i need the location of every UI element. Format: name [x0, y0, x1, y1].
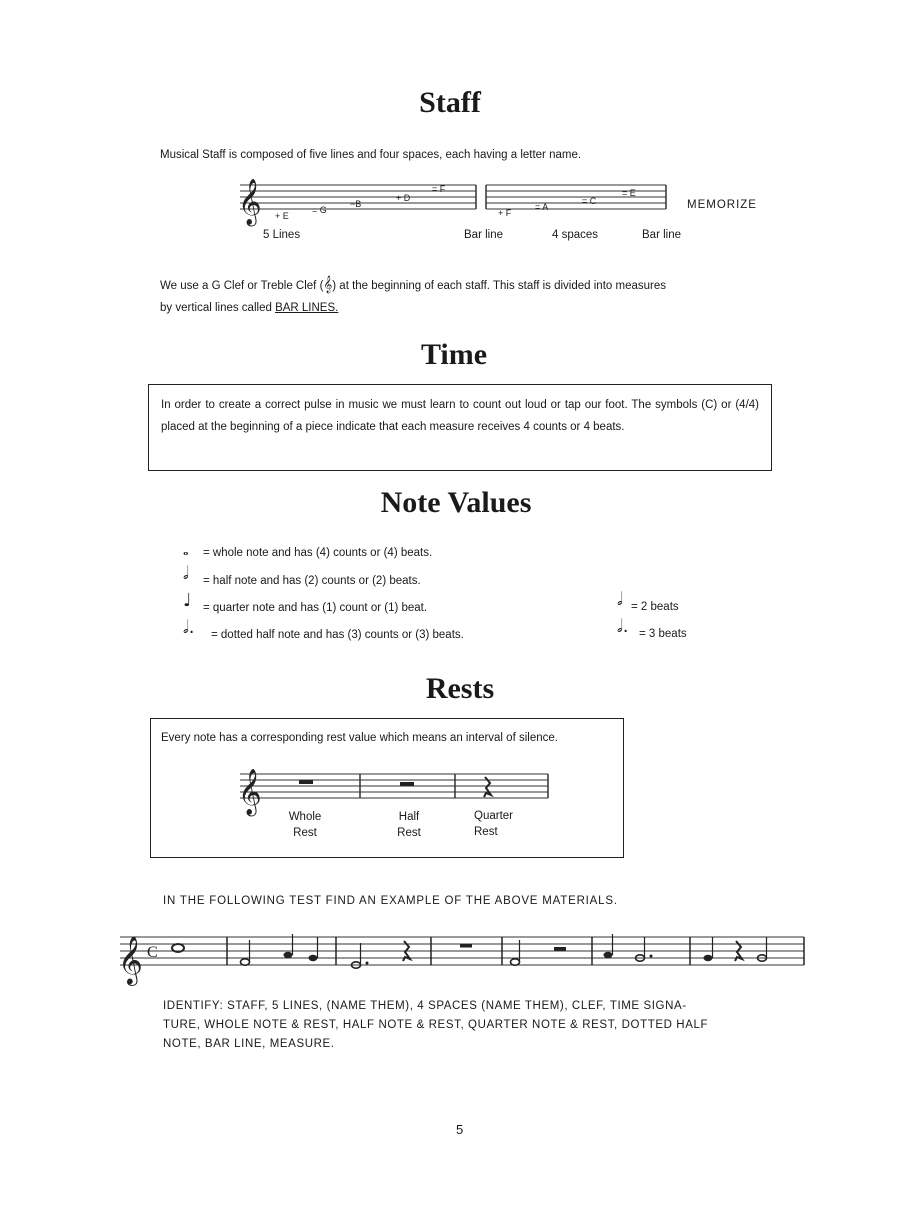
whole-note-text: = whole note and has (4) counts or (4) beats.	[203, 547, 433, 559]
rests-staff	[0, 768, 900, 828]
identify-line-3: NOTE, BAR LINE, MEASURE.	[163, 1038, 335, 1050]
memorize-label: MEMORIZE	[687, 199, 757, 211]
identify-line-1: IDENTIFY: STAFF, 5 LINES, (NAME THEM), 4 SPACES (NAME THEM), CLEF, TIME SIGNA-	[163, 1000, 687, 1012]
identify-line-2: TURE, WHOLE NOTE & REST, HALF NOTE & REST, QUARTER NOTE & REST, DOTTED HALF	[163, 1019, 709, 1031]
common-time-icon: C	[147, 944, 158, 961]
line-note-e-icon: + E	[275, 211, 289, 221]
whole-rest-icon	[460, 944, 472, 948]
treble-clef-inline-icon: 𝄞	[323, 275, 333, 293]
clef-text-before: We use a G Clef or Treble Clef (	[160, 280, 324, 292]
half-rest-label	[389, 809, 429, 841]
bar-lines-term: BAR LINES.	[275, 302, 339, 314]
whole-rest-icon	[299, 780, 313, 784]
time-box-text: In order to create a correct pulse in music we must learn to count out loud or tap our foot. The symbols (C) or (4/4) placed at the beginning of a piece indicate that each measure receives 4 counts or 4 beats.	[161, 399, 759, 433]
bar-line-label-1: Bar line	[464, 229, 503, 241]
space-note-e-icon: = E	[622, 188, 636, 198]
quarter-rest-label	[474, 808, 530, 840]
quarter-rest-label-2: Rest	[474, 826, 498, 838]
test-instruction: IN THE FOLLOWING TEST FIND AN EXAMPLE OF THE ABOVE MATERIALS.	[163, 895, 618, 907]
staff-diagram	[0, 180, 900, 240]
clef-paragraph	[160, 273, 760, 319]
identify-block	[163, 997, 708, 1054]
quarter-note-icon	[309, 955, 318, 961]
staff-heading: Staff	[419, 86, 481, 119]
whole-note-icon: 𝅝	[183, 543, 189, 559]
line-note-d-icon: + D	[396, 193, 411, 203]
space-note-a-icon: = A	[535, 202, 549, 212]
two-beats-text: = 2 beats	[631, 601, 679, 613]
half-rest-icon	[554, 947, 566, 951]
dotted-half-note-side-icon: 𝅗𝅥.	[617, 616, 629, 637]
whole-rest-label	[283, 809, 327, 841]
half-note-icon: 𝅗𝅥	[183, 563, 189, 584]
line-note-f-icon: = F	[432, 184, 446, 194]
rests-box-text: Every note has a corresponding rest value which means an interval of silence.	[161, 732, 558, 744]
dotted-half-note-icon: 𝅗𝅥.	[183, 617, 195, 638]
note-values-heading: Note Values	[380, 486, 532, 519]
space-note-f-icon: + F	[498, 208, 512, 218]
five-lines-label: 5 Lines	[263, 229, 301, 241]
staff-intro: Musical Staff is composed of five lines and four spaces, each having a letter name.	[160, 149, 582, 161]
page-number: 5	[456, 1122, 464, 1137]
time-heading: Time	[420, 338, 488, 371]
quarter-note-icon	[704, 955, 713, 961]
three-beats-text: = 3 beats	[639, 628, 687, 640]
bar-line-label-2: Bar line	[642, 229, 681, 241]
four-spaces-label: 4 spaces	[552, 229, 599, 241]
treble-clef-icon: 𝄞	[238, 179, 262, 225]
time-box	[148, 384, 772, 471]
quarter-note-icon: ♩	[183, 590, 192, 611]
half-rest-label-2: Rest	[397, 827, 421, 839]
whole-rest-label-1: Whole	[288, 811, 322, 823]
quarter-note-text: = quarter note and has (1) count or (1) beat.	[203, 602, 428, 614]
half-note-icon	[511, 959, 520, 965]
half-note-text: = half note and has (2) counts or (2) beats.	[203, 575, 421, 587]
space-note-c-icon: = C	[582, 196, 597, 206]
test-treble-clef-icon: 𝄞	[118, 935, 143, 984]
whole-rest-label-2: Rest	[293, 827, 317, 839]
test-staff	[0, 932, 900, 982]
clef-text-line2: by vertical lines called	[160, 302, 272, 314]
line-note-b-icon: −B	[350, 199, 362, 209]
clef-text-after: ) at the beginning of each staff. This staff is divided into measures	[332, 280, 666, 292]
line-note-g-icon: = G	[312, 205, 327, 215]
half-rest-label-1: Half	[398, 811, 420, 823]
rests-heading: Rests	[425, 672, 495, 705]
half-rest-icon	[400, 782, 414, 786]
quarter-rest-label-1: Quarter	[474, 810, 513, 822]
rests-treble-clef-icon: 𝄞	[238, 769, 262, 815]
quarter-note-icon	[284, 952, 293, 958]
half-note-icon	[241, 959, 250, 965]
dotted-half-note-text: = dotted half note and has (3) counts or (3) beats.	[211, 629, 464, 641]
half-note-side-icon: 𝅗𝅥	[617, 589, 623, 610]
quarter-note-icon	[604, 952, 613, 958]
